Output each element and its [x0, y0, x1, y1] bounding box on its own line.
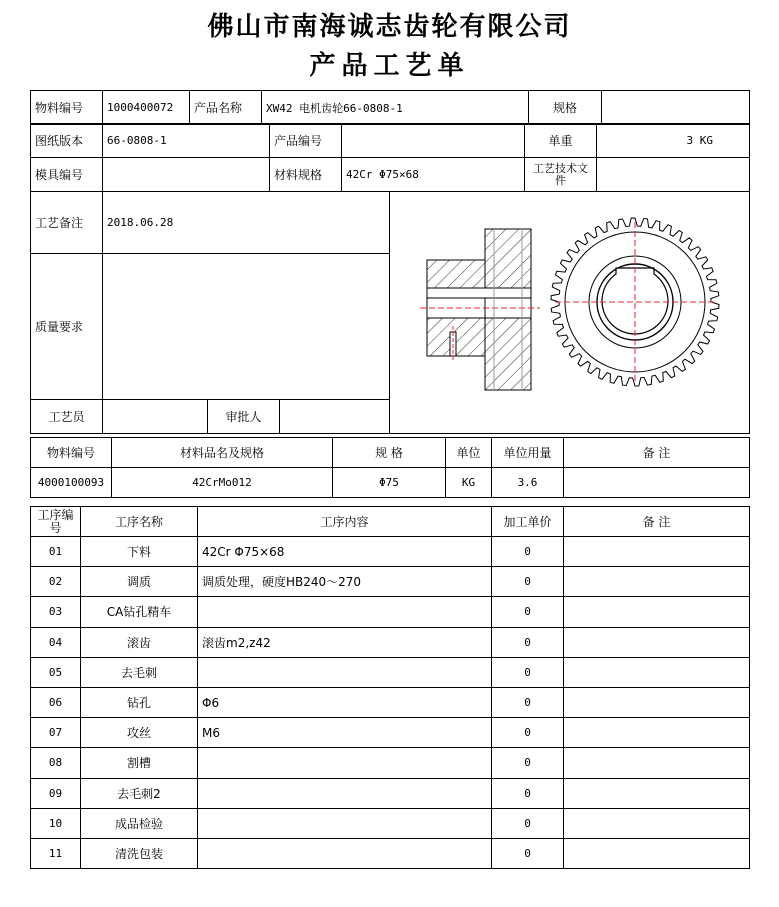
- info-table: [30, 90, 750, 125]
- process-name: 下料: [81, 537, 198, 567]
- process-name: 滚齿: [81, 627, 198, 657]
- process-no: 02: [31, 567, 81, 597]
- process-name: 成品检验: [81, 808, 198, 838]
- process-no: 03: [31, 597, 81, 627]
- table-row: [31, 537, 750, 567]
- material-row-qty: 3.6: [492, 468, 564, 498]
- process-note: [564, 687, 750, 717]
- spec-label: 规格: [529, 91, 602, 124]
- process-no: 01: [31, 537, 81, 567]
- approver-label: 审批人: [208, 400, 280, 434]
- process-header: 工序内容: [198, 507, 492, 537]
- materials-header: 规 格: [333, 438, 446, 468]
- process-name: 调质: [81, 567, 198, 597]
- process-no: 06: [31, 687, 81, 717]
- process-note: [564, 567, 750, 597]
- process-no: 08: [31, 748, 81, 778]
- gear-drawing-cell: [390, 192, 750, 434]
- process-note-value: 2018.06.28: [103, 192, 390, 254]
- process-name: 清洗包装: [81, 838, 198, 868]
- process-content: M6: [198, 718, 492, 748]
- process-content: [198, 838, 492, 868]
- materials-header: 备 注: [564, 438, 750, 468]
- material-spec-value: 42Cr Φ75×68: [342, 158, 525, 192]
- craftsman-label: 工艺员: [31, 400, 103, 434]
- process-header: 工序名称: [81, 507, 198, 537]
- process-note-label: 工艺备注: [31, 192, 103, 254]
- notes-table: [30, 191, 750, 434]
- document-title: 产品工艺单: [309, 51, 470, 81]
- mold-code-label: 模具编号: [31, 158, 103, 192]
- process-content: [198, 808, 492, 838]
- material-row-note: [564, 468, 750, 498]
- process-content: [198, 778, 492, 808]
- process-price: 0: [492, 808, 564, 838]
- process-content: 调质处理，硬度HB240～270: [198, 567, 492, 597]
- gear-drawing: [390, 192, 748, 430]
- table-row: [31, 778, 750, 808]
- process-price: 0: [492, 838, 564, 868]
- process-content: 42Cr Φ75×68: [198, 537, 492, 567]
- quality-value: [103, 254, 390, 400]
- tech-doc-value: [597, 158, 750, 192]
- material-row-code: 4000100093: [31, 468, 112, 498]
- process-price: 0: [492, 657, 564, 687]
- product-code-label: 产品编号: [270, 124, 342, 158]
- materials-header: 物料编号: [31, 438, 112, 468]
- product-name-value: XW42 电机齿轮66-0808-1: [262, 91, 529, 125]
- process-price: 0: [492, 627, 564, 657]
- process-no: 05: [31, 657, 81, 687]
- process-note: [564, 808, 750, 838]
- process-no: 04: [31, 627, 81, 657]
- mold-code-value: [103, 158, 270, 192]
- product-name-label: 产品名称: [190, 91, 262, 125]
- process-header: 加工单价: [492, 507, 564, 537]
- process-header: 工序编号: [31, 507, 81, 537]
- material-spec-label: 材料规格: [270, 158, 342, 192]
- materials-header: 单位: [446, 438, 492, 468]
- process-price: 0: [492, 718, 564, 748]
- process-note: [564, 838, 750, 868]
- process-name: 去毛刺: [81, 657, 198, 687]
- process-price: 0: [492, 537, 564, 567]
- process-price: 0: [492, 778, 564, 808]
- table-row: [31, 718, 750, 748]
- table-row: [31, 627, 750, 657]
- process-content: 滚齿m2,z42: [198, 627, 492, 657]
- process-no: 07: [31, 718, 81, 748]
- process-no: 09: [31, 778, 81, 808]
- materials-header: 材料品名及规格: [112, 438, 333, 468]
- gear-front-view: [551, 218, 719, 386]
- table-row: [31, 687, 750, 717]
- material-row-unit: KG: [446, 468, 492, 498]
- table-row: [31, 657, 750, 687]
- table-row: [31, 838, 750, 868]
- process-note: [564, 718, 750, 748]
- tech-doc-label: 工艺技术文件: [525, 158, 597, 192]
- process-content: [198, 748, 492, 778]
- table-row: [31, 468, 750, 498]
- table-row: [31, 748, 750, 778]
- process-price: 0: [492, 687, 564, 717]
- section-view: [420, 229, 540, 390]
- unit-weight-label: 单重: [525, 124, 597, 158]
- table-row: [31, 567, 750, 597]
- craftsman-value: [103, 400, 208, 434]
- quality-label: 质量要求: [31, 254, 103, 400]
- drawing-version-label: 图纸版本: [31, 124, 103, 158]
- approver-value: [280, 400, 390, 434]
- process-note: [564, 537, 750, 567]
- company-name: 佛山市南海诚志齿轮有限公司: [207, 12, 572, 42]
- process-content: Φ6: [198, 687, 492, 717]
- process-header: 备 注: [564, 507, 750, 537]
- materials-header: 单位用量: [492, 438, 564, 468]
- material-code-label: 物料编号: [31, 91, 103, 125]
- spec-value: [602, 91, 750, 124]
- process-table: [30, 506, 750, 869]
- process-no: 11: [31, 838, 81, 868]
- process-name: CA钻孔精车: [81, 597, 198, 627]
- material-row-name: 42CrMo012: [112, 468, 333, 498]
- process-content: [198, 597, 492, 627]
- process-name: 攻丝: [81, 718, 198, 748]
- process-note: [564, 778, 750, 808]
- process-note: [564, 748, 750, 778]
- process-name: 钻孔: [81, 687, 198, 717]
- info-table-2: [30, 123, 750, 192]
- table-row: [31, 808, 750, 838]
- process-header-row: [31, 507, 750, 537]
- process-note: [564, 597, 750, 627]
- process-name: 割槽: [81, 748, 198, 778]
- drawing-version-value: 66-0808-1: [103, 124, 270, 158]
- table-row: [31, 597, 750, 627]
- process-content: [198, 657, 492, 687]
- material-code-value: 1000400072: [103, 91, 190, 125]
- materials-header-row: [31, 438, 750, 468]
- product-code-value: [342, 124, 525, 158]
- material-row-spec: Φ75: [333, 468, 446, 498]
- process-price: 0: [492, 597, 564, 627]
- process-no: 10: [31, 808, 81, 838]
- process-note: [564, 657, 750, 687]
- process-note: [564, 627, 750, 657]
- materials-table: [30, 437, 750, 498]
- process-name: 去毛刺2: [81, 778, 198, 808]
- process-price: 0: [492, 748, 564, 778]
- unit-weight-value: 3 KG: [597, 124, 750, 158]
- process-price: 0: [492, 567, 564, 597]
